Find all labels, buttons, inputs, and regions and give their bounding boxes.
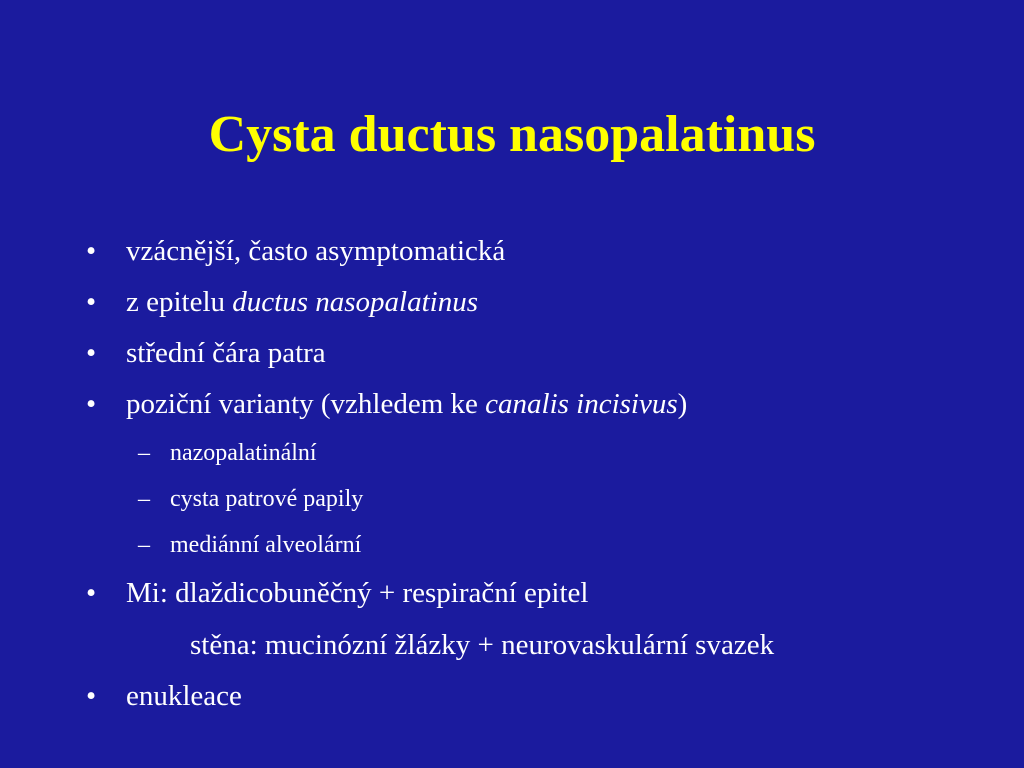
- list-item-text-italic: ductus nasopalatinus: [232, 286, 479, 318]
- list-item: [82, 328, 1012, 379]
- list-item: [82, 568, 1012, 619]
- sub-list-item: [82, 430, 1012, 476]
- bullet-list: [82, 226, 1012, 722]
- bullet-marker: •: [86, 577, 97, 609]
- bullet-marker: •: [86, 337, 97, 369]
- sub-list-item-text: cysta patrové papily: [170, 486, 364, 512]
- list-item-text-italic: canalis incisivus: [485, 388, 678, 420]
- list-item-text: [126, 277, 478, 328]
- bullet-marker: •: [86, 388, 97, 420]
- slide-title: Cysta ductus nasopalatinus: [208, 106, 816, 163]
- list-item-text: [126, 379, 687, 430]
- list-item-continuation: [82, 619, 1012, 671]
- dash-marker: –: [138, 440, 150, 466]
- list-item: [82, 379, 1012, 430]
- list-item-text: enukleace: [126, 680, 242, 712]
- list-item-text-plain: z epitelu: [126, 286, 233, 318]
- bullet-marker: •: [86, 235, 97, 267]
- dash-marker: –: [138, 532, 150, 558]
- bullet-marker: •: [86, 286, 97, 318]
- list-item-text: vzácnější, často asymptomatická: [126, 235, 506, 267]
- list-item-text-plain: poziční varianty (vzhledem ke: [126, 388, 486, 420]
- list-item-text: Mi: dlaždicobuněčný + respirační epitel: [126, 577, 589, 609]
- sub-list-item-text: nazopalatinální: [170, 440, 317, 466]
- list-item: [82, 277, 1012, 328]
- list-item: [82, 671, 1012, 722]
- sub-list-item: [82, 476, 1012, 522]
- sub-list-item-text: mediánní alveolární: [170, 532, 362, 558]
- dash-marker: –: [138, 486, 150, 512]
- sub-list-item: [82, 522, 1012, 568]
- list-item: [82, 226, 1012, 277]
- list-item-text-plain: ): [677, 388, 688, 420]
- bullet-marker: •: [86, 680, 97, 712]
- list-item-text: střední čára patra: [126, 337, 326, 369]
- list-item-continuation-text: stěna: mucinózní žlázky + neurovaskulární svazek: [190, 629, 775, 661]
